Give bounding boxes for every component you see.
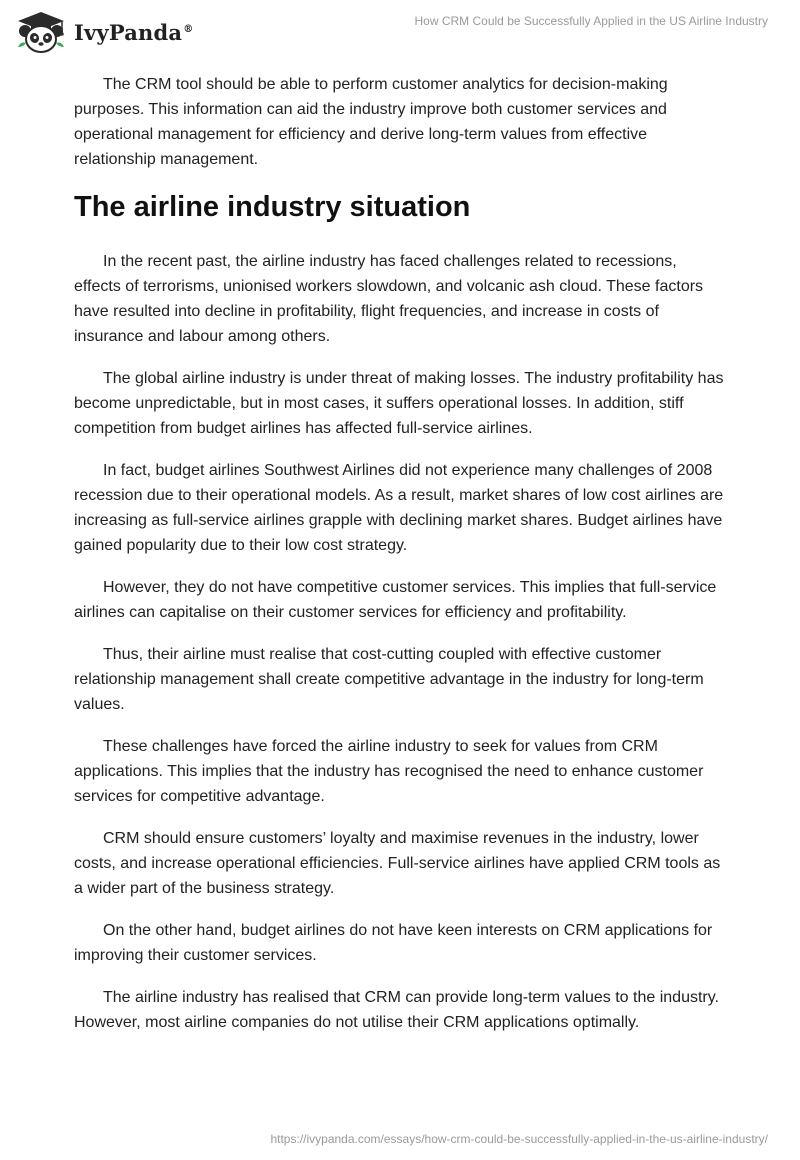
body-paragraph: CRM should ensure customers’ loyalty and maximise revenues in the industry, lower costs, and increase operational efficiencies. Full-service airlines have applied CRM tools as a wider part of the business strategy.: [74, 830, 721, 897]
brand-name: IvyPanda®: [74, 19, 194, 45]
body-paragraph: On the other hand, budget airlines do not have keen interests on CRM applications for improving their customer services.: [74, 922, 713, 964]
body-paragraph: In the recent past, the airline industry has faced challenges related to recessions, effects of terrorisms, unionised workers slowdown, and volcanic ash cloud. These factors have resulted into decline in profitability, flight frequencies, and increase in costs of insurance and labour among others.: [74, 253, 704, 345]
section-heading: The airline industry situation: [74, 191, 471, 223]
registered-mark: ®: [183, 23, 194, 35]
body-paragraph: The global airline industry is under threat of making losses. The industry profitability has become unpredictable, but in most cases, it suffers operational losses. In addition, stiff competition from budget airlines has affected full-service airlines.: [74, 370, 724, 437]
document-title: How CRM Could be Successfully Applied in the US Airline Industry: [414, 14, 768, 28]
panda-graduate-icon: [14, 9, 68, 55]
brand-logo[interactable]: [14, 8, 193, 56]
body-paragraph: In fact, budget airlines Southwest Airlines did not experience many challenges of 2008 recession due to their operational models. As a result, market shares of low cost airlines are increasing as full-service airlines grapple with declining market shares. Budget airlines have gained popularity due to their low cost strategy.: [74, 462, 724, 554]
article-body: [74, 72, 726, 1052]
source-url[interactable]: https://ivypanda.com/essays/how-crm-could-be-successfully-applied-in-the-us-airline-industry/: [270, 1132, 768, 1146]
page-header: [0, 0, 800, 62]
intro-paragraph: The CRM tool should be able to perform customer analytics for decision-making purposes. This information can aid the industry improve both customer services and operational management for efficiency and derive long-term values from effective relationship management.: [74, 76, 668, 168]
body-paragraph: These challenges have forced the airline industry to seek for values from CRM applications. This implies that the industry has recognised the need to enhance customer services for competitive advantage.: [74, 738, 704, 805]
body-paragraph: However, they do not have competitive customer services. This implies that full-service airlines can capitalise on their customer services for efficiency and profitability.: [74, 579, 717, 621]
body-paragraph: Thus, their airline must realise that cost-cutting coupled with effective customer relationship management shall create competitive advantage in the industry for long-term values.: [74, 646, 704, 713]
body-paragraph: The airline industry has realised that CRM can provide long-term values to the industry. However, most airline companies do not utilise their CRM applications optimally.: [74, 989, 719, 1031]
